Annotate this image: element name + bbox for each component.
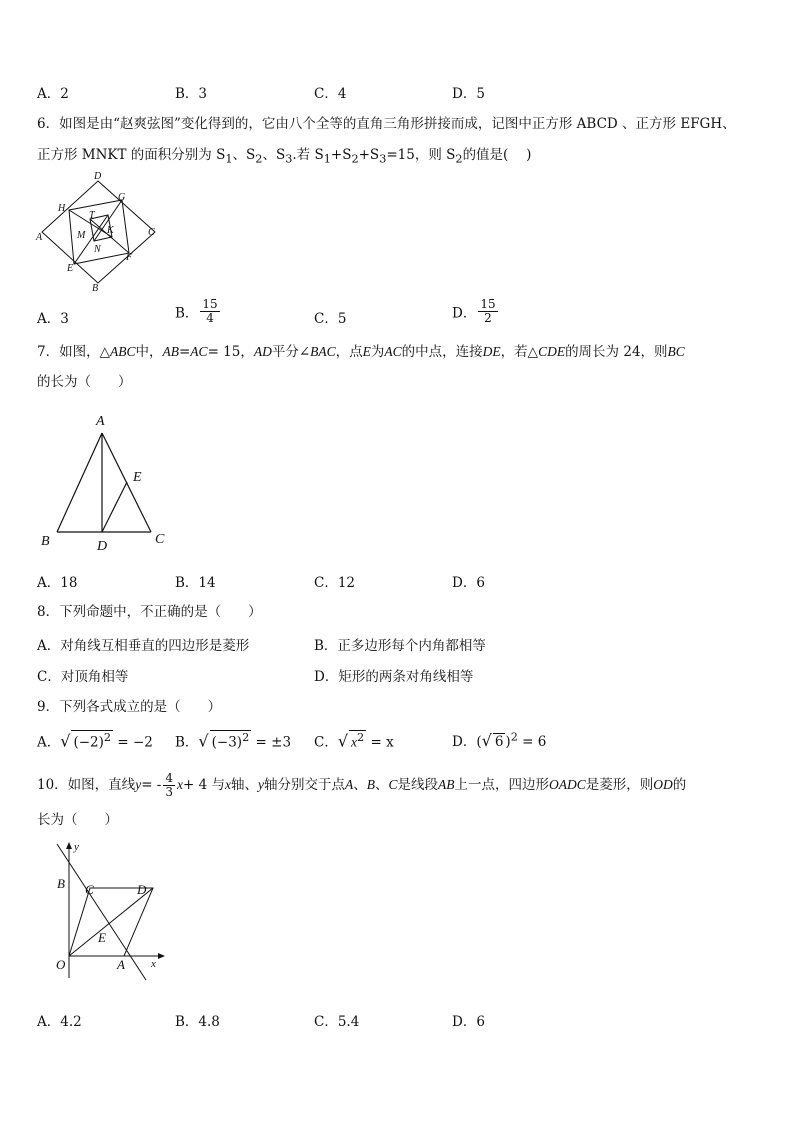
label-e: E [98,930,106,945]
label-b: B [92,283,99,294]
q7-option-c: C．12 [314,575,356,591]
label-f: F [126,252,133,263]
label-c: C [85,882,94,897]
q6-stem-line1: 6．如图是由“赵爽弦图”变化得到的，它由八个全等的直角三角形拼接而成，记图中正方形 ABCD 、正方形 EFGH、 [37,116,736,132]
option-d: D．5 [452,86,485,102]
q10-figure-rhombus [45,838,175,988]
label-b: B [57,876,65,891]
label-m: M [77,230,86,241]
q9-option-a: A．√ $(-2)^2 = -2$ [37,731,153,751]
q7-figure-triangle [35,405,175,555]
label-d: D [97,539,108,554]
label-c: C [148,227,155,238]
label-n: N [94,244,101,255]
q7-option-b: B．14 [175,575,216,591]
q9-option-d: D．(√ 6 )$^2$ = 6 [452,730,547,750]
label-x: x [151,958,156,970]
q8-option-a: A．对角线互相垂直的四边形是菱形 [37,638,250,654]
label-g: G [118,192,126,203]
q7-stem-line2: 的长为（ ） [37,374,132,390]
q6-option-d: D． $\frac{15}{2}$ [452,297,496,325]
q9-option-b: B．√ $(-3)^2 = \pm 3$ [175,731,292,751]
q8-option-b: B．正多边形每个内角都相等 [314,638,486,654]
label-a: A [117,957,125,972]
label-e: E [133,470,142,485]
label-a: A [96,414,105,429]
label-e: E [67,263,74,274]
q9-option-c: C．√ $x^2 = x$ [314,731,394,751]
label-o: O [56,957,66,972]
q6-stem-line2: 正方形 MNKT 的面积分别为 $S_1$、$S_2$、$S_3$.若 $S_1+S_2+S_3=15$，则 $S_2$的值是( ) [37,147,532,166]
label-k: K [107,225,114,236]
q7-option-a: A．18 [37,575,78,591]
option-a: A．2 [37,86,69,102]
option-b: B．3 [175,86,208,102]
q6-figure-diagram [30,165,170,300]
q7-option-d: D．6 [452,575,485,591]
q10-stem-line1: 10．如图，直线y= - $\frac{4}{3}$ x+ 4 与x轴、y轴分别交于点A、B、C是线段AB上一点，四边形OADC是菱形，则OD的 [37,771,687,799]
q8-stem: 8．下列命题中，不正确的是（ ） [37,604,262,620]
q8-option-d: D．矩形的两条对角线相等 [314,669,474,685]
q10-option-b: B．4.8 [175,1014,220,1030]
q6-option-c: C．5 [314,311,347,327]
label-d: D [137,882,147,897]
q8-option-c: C．对顶角相等 [37,669,129,685]
q10-stem-line2: 长为（ ） [37,812,118,828]
label-y: y [74,841,79,853]
option-c: C．4 [314,86,347,102]
q10-option-c: C．5.4 [314,1014,360,1030]
label-c: C [155,532,165,547]
q10-option-d: D．6 [452,1014,485,1030]
label-d: D [94,171,102,182]
label-a: A [36,232,43,243]
line-ab [57,844,146,980]
label-t: T [89,210,95,221]
q9-stem: 9．下列各式成立的是（ ） [37,699,222,715]
q6-option-b: B． $\frac{15}{4}$ [175,297,218,325]
q7-stem-line1: 7．如图，△ABC中，AB=AC= 15，AD平分∠BAC，点E为AC的中点，连接DE，若△CDE的周长为 24，则BC [37,344,685,360]
q10-option-a: A．4.2 [37,1014,82,1030]
q6-option-a: A．3 [37,311,69,327]
square-abcd [42,181,155,283]
label-b: B [41,534,50,549]
label-h: H [58,203,66,214]
